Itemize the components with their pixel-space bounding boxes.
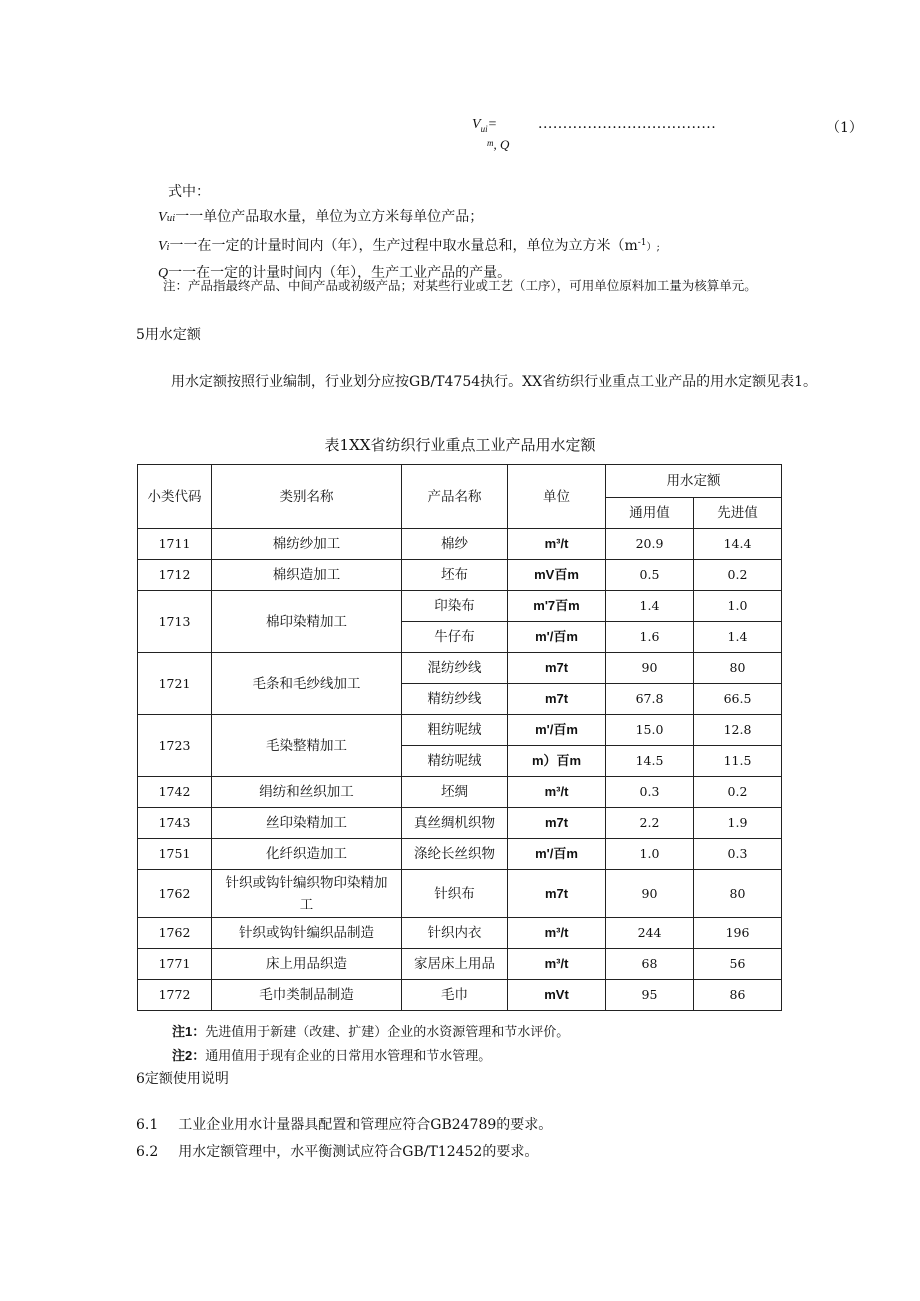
header-quota: 用水定额 (606, 465, 782, 498)
table-header-row (138, 465, 782, 498)
table-note-2: 注2：通用值用于现有企业的日常用水管理和节水管理。 (172, 1048, 492, 1064)
table-row: 1772 毛巾类制品制造 毛巾 mVt 95 86 (138, 980, 782, 1011)
definition-row: Q一一在一定的计量时间内（年），生产工业产品的产量。 (158, 264, 512, 281)
header-advanced: 先进值 (694, 498, 782, 529)
formula-number: （1） (826, 120, 863, 136)
water-quota-table (137, 464, 782, 1011)
header-category: 类别名称 (212, 465, 402, 529)
table-row: 1713 棉印染精加工 印染布 m'7百m 1.4 1.0 (138, 591, 782, 622)
section-5-heading: 5用水定额 (136, 327, 201, 343)
table-row: 1751 化纤织造加工 涤纶长丝织物 m'/百m 1.0 0.3 (138, 839, 782, 870)
table-row: 1711 棉纺纱加工 棉纱 m³/t 20.9 14.4 (138, 529, 782, 560)
formula-den-q: Q (500, 137, 510, 152)
formula-den-m: m (487, 138, 494, 148)
formula-lhs (472, 117, 497, 134)
table-row: 1712 棉织造加工 坯布 mV百m 0.5 0.2 (138, 560, 782, 591)
header-code: 小类代码 (138, 465, 212, 529)
definitions-note: 注：产品指最终产品、中间产品或初级产品；对某些行业或工艺（工序），可用单位原料加工量为核算单元。 (163, 278, 757, 293)
definitions-intro: 式中： (168, 184, 210, 200)
formula-equals: = (487, 117, 498, 132)
definition-row: Vui一一单位产品取水量，单位为立方米每单位产品； (158, 208, 484, 225)
table-row: 精纺呢绒 m）百m 14.5 11.5 (138, 746, 782, 777)
section-5-paragraph: 用水定额按照行业编制，行业划分应按GB/T4754执行。XX省纺织行业重点工业产品的用水定额见表1。 (171, 374, 817, 390)
formula-subscript: ui (480, 123, 488, 134)
table-row: 1721 毛条和毛纱线加工 混纺纱线 m7t 90 80 (138, 653, 782, 684)
table-row: 1723 毛染整精加工 粗纺呢绒 m'/百m 15.0 12.8 (138, 715, 782, 746)
table-row: 1762 针织或钩针编织品制造 针织内衣 m³/t 244 196 (138, 918, 782, 949)
formula-symbol: V (472, 117, 481, 132)
definition-row: Vi一一在一定的计量时间内（年），生产过程中取水量总和，单位为立方米$(m^{-1})$; (158, 238, 660, 254)
section-6-item-1: 6.1 工业企业用水计量器具配置和管理应符合GB24789的要求。 (136, 1117, 553, 1133)
table-row: 精纺纱线 m7t 67.8 66.5 (138, 684, 782, 715)
table-caption: 表1XX省纺织行业重点工业产品用水定额 (324, 436, 596, 454)
formula-denominator: $^m$, Q (487, 137, 510, 152)
header-general: 通用值 (606, 498, 694, 529)
formula-definitions (158, 180, 660, 286)
header-unit: 单位 (508, 465, 606, 529)
section-6-item-2: 6.2 用水定额管理中，水平衡测试应符合GB/T12452的要求。 (136, 1144, 539, 1160)
formula-leader-dots: .................................... (538, 116, 717, 132)
table-row: 牛仔布 m'/百m 1.6 1.4 (138, 622, 782, 653)
table-row: 1762 针织或钩针编织物印染精加工 针织布 m7t 90 80 (138, 870, 782, 918)
table-row: 1771 床上用品织造 家居床上用品 m³/t 68 56 (138, 949, 782, 980)
table-note-1: 注1：先进值用于新建（改建、扩建）企业的水资源管理和节水评价。 (172, 1024, 570, 1040)
section-6-heading: 6定额使用说明 (136, 1071, 229, 1087)
header-product: 产品名称 (402, 465, 508, 529)
table-row: 1743 丝印染精加工 真丝绸机织物 m7t 2.2 1.9 (138, 808, 782, 839)
table-row: 1742 绢纺和丝织加工 坯绸 m³/t 0.3 0.2 (138, 777, 782, 808)
